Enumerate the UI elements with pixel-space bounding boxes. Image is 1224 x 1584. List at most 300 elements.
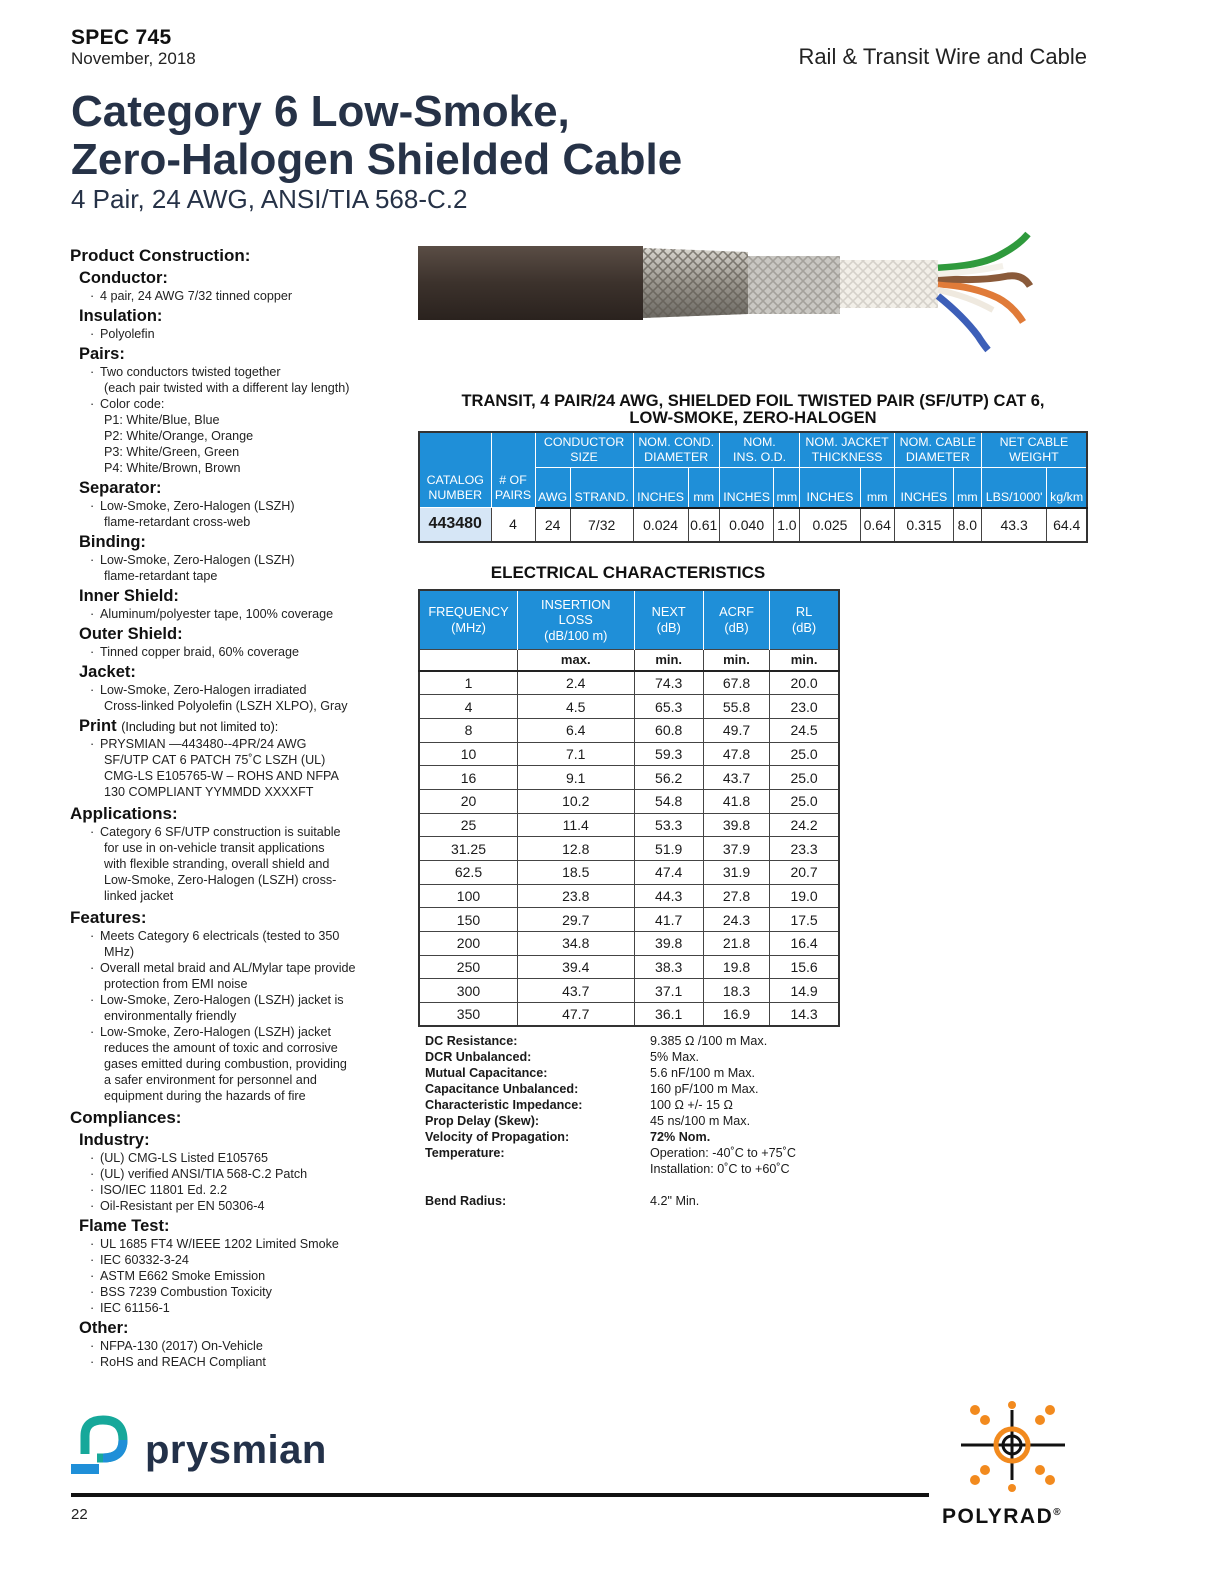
- table-cell: 64.4: [1047, 508, 1087, 542]
- table-cell: 11.4: [517, 813, 634, 837]
- list-item: · 4 pair, 24 AWG 7/32 tinned copper: [96, 288, 410, 304]
- group-line: INS. O.D.: [733, 450, 787, 464]
- table-cell: 47.4: [634, 861, 703, 885]
- app-line: with flexible stranding, overall shield and: [104, 857, 330, 871]
- table-row: [419, 508, 1087, 542]
- table-cell: 8.0: [953, 508, 981, 542]
- table-cell: 36.1: [634, 1003, 703, 1027]
- print-line-1: PRYSMIAN —443480--4PR/24 AWG: [100, 737, 307, 751]
- feature-line: protection from EMI noise: [104, 977, 248, 991]
- table-cell: 67.8: [703, 671, 769, 695]
- header-line: NEXT: [651, 604, 686, 620]
- polyrad-dot: [1008, 1401, 1016, 1409]
- header-line: FREQUENCY: [428, 604, 509, 620]
- spec-date: November, 2018: [71, 49, 196, 68]
- color-code: P3: White/Green, Green: [104, 445, 240, 459]
- industry-label: Industry:: [79, 1131, 150, 1149]
- property-row: [425, 1193, 845, 1209]
- list-item: [96, 498, 410, 530]
- features-heading: Features:: [70, 908, 147, 927]
- pairs-item-1b: (each pair twisted with a different lay length): [104, 381, 350, 395]
- electrical-properties: [425, 1033, 845, 1209]
- app-line: linked jacket: [104, 889, 174, 903]
- feature-line: a safer environment for personnel and: [104, 1073, 317, 1087]
- table-cell: 14.3: [770, 1003, 839, 1027]
- list-item: · Oil-Resistant per EN 50306-4: [96, 1198, 410, 1214]
- color-code: P4: White/Brown, Brown: [104, 461, 241, 475]
- table-cell: 23.8: [517, 884, 634, 908]
- table-cell: 23.3: [770, 837, 839, 861]
- list-item: · UL 1685 FT4 W/IEEE 1202 Limited Smoke: [96, 1236, 410, 1252]
- title-line-2: Zero-Halogen Shielded Cable: [71, 135, 683, 184]
- polyrad-dot: [970, 1405, 980, 1415]
- table-cell: 74.3: [634, 671, 703, 695]
- header-line: INSERTION: [541, 596, 611, 612]
- table-cell: 38.3: [634, 955, 703, 979]
- group-line: WEIGHT: [1009, 450, 1059, 464]
- header-line: ACRF: [719, 604, 754, 620]
- list-item: [96, 1024, 410, 1104]
- feature-line: gases emitted during combustion, providing: [104, 1057, 347, 1071]
- list-item: [96, 824, 410, 904]
- electrical-title: ELECTRICAL CHARACTERISTICS: [490, 563, 766, 582]
- binding-label: Binding:: [79, 533, 146, 551]
- table-cell: 51.9: [634, 837, 703, 861]
- pairs-header-1: # OF: [499, 473, 527, 487]
- list-item: · Aluminum/polyester tape, 100% coverage: [96, 606, 410, 622]
- property-label: Capacitance Unbalanced:: [425, 1082, 579, 1096]
- table-cell: 12.8: [517, 837, 634, 861]
- header-line: (dB): [791, 619, 817, 635]
- list-item: · ASTM E662 Smoke Emission: [96, 1268, 410, 1284]
- property-label: Prop Delay (Skew):: [425, 1114, 540, 1128]
- property-label: DC Resistance:: [425, 1034, 518, 1048]
- sub-header: INCHES: [800, 468, 860, 508]
- table-row: [419, 1003, 839, 1027]
- group-line: THICKNESS: [811, 450, 883, 464]
- property-value: Installation: 0˚C to +60˚C: [650, 1162, 790, 1176]
- table-row: [419, 979, 839, 1003]
- cable-pair-green: [938, 234, 1028, 268]
- property-row: [425, 1129, 845, 1145]
- limit-cell: min.: [634, 649, 703, 671]
- sub-header: INCHES: [633, 468, 688, 508]
- list-item: [96, 992, 410, 1024]
- header-line: (dB): [724, 619, 749, 635]
- electrical-table: [418, 589, 840, 1027]
- table-cell: 41.8: [703, 789, 769, 813]
- feature-line: environmentally friendly: [104, 1009, 237, 1023]
- property-row: [425, 1081, 845, 1097]
- page-number: 22: [71, 1506, 88, 1523]
- table-row: [419, 695, 839, 719]
- table-cell: 21.8: [703, 932, 769, 956]
- table-cell: 37.9: [703, 837, 769, 861]
- page-subtitle: 4 Pair, 24 AWG, ANSI/TIA 568-C.2: [71, 184, 468, 214]
- next-header: [634, 590, 703, 649]
- color-code: P2: White/Orange, Orange: [104, 429, 254, 443]
- property-row: [425, 1113, 845, 1129]
- table-row: [419, 813, 839, 837]
- table-cell: 4.5: [517, 695, 634, 719]
- inner-shield-label: Inner Shield:: [79, 587, 179, 605]
- table-cell: 17.5: [770, 908, 839, 932]
- sub-header: mm: [860, 468, 894, 508]
- polyrad-dot: [970, 1475, 980, 1485]
- table-cell: 250: [419, 955, 517, 979]
- color-code: P1: White/Blue, Blue: [104, 413, 220, 427]
- construction-heading: Product Construction:: [70, 246, 251, 265]
- transit-table: [418, 431, 1088, 543]
- polyrad-dot: [980, 1415, 990, 1425]
- sub-header: INCHES: [894, 468, 953, 508]
- acrf-header: [703, 590, 769, 649]
- table-cell: 25.0: [770, 742, 839, 766]
- polyrad-name: POLYRAD: [942, 1505, 1054, 1528]
- table-cell: 100: [419, 884, 517, 908]
- table-cell: 27.8: [703, 884, 769, 908]
- table-cell: 20.7: [770, 861, 839, 885]
- left-column: [70, 242, 410, 1370]
- property-row: [425, 1145, 845, 1161]
- group-line: NOM. CABLE: [899, 435, 977, 449]
- separator-line-1: Low-Smoke, Zero-Halogen (LSZH): [100, 499, 295, 513]
- feature-line: Low-Smoke, Zero-Halogen (LSZH) jacket: [100, 1025, 331, 1039]
- header-line: RL: [795, 604, 813, 620]
- table-cell: 4: [491, 508, 535, 542]
- table-cell: 0.024: [633, 508, 688, 542]
- app-line: for use in on-vehicle transit applications: [104, 841, 325, 855]
- property-label: Bend Radius:: [425, 1194, 507, 1208]
- property-label: Temperature:: [425, 1146, 505, 1160]
- table-cell: 39.4: [517, 955, 634, 979]
- table-cell: 65.3: [634, 695, 703, 719]
- table-cell: 0.315: [894, 508, 953, 542]
- table-cell: 24.3: [703, 908, 769, 932]
- table-cell: 25.0: [770, 766, 839, 790]
- title-line-1: Category 6 Low-Smoke,: [71, 87, 570, 136]
- table-cell: 10: [419, 742, 517, 766]
- table-cell: 43.3: [981, 508, 1047, 542]
- table-cell: 43.7: [703, 766, 769, 790]
- property-value: 5% Max.: [650, 1050, 699, 1064]
- property-label: [425, 1161, 650, 1177]
- table-cell: 62.5: [419, 861, 517, 885]
- transit-title-line-1: TRANSIT, 4 PAIR/24 AWG, SHIELDED FOIL TWISTED PAIR (SF/UTP) CAT 6,: [461, 392, 1045, 410]
- group-line: DIAMETER: [644, 450, 709, 464]
- table-cell: 49.7: [703, 718, 769, 742]
- table-row: [419, 861, 839, 885]
- table-row: [419, 671, 839, 695]
- table-cell: 7.1: [517, 742, 634, 766]
- property-row: [425, 1065, 845, 1081]
- feature-line: MHz): [104, 945, 135, 959]
- table-cell: 39.8: [634, 932, 703, 956]
- property-label: [425, 1177, 650, 1193]
- group-line: NOM. COND.: [638, 435, 715, 449]
- list-item: · BSS 7239 Combustion Toxicity: [96, 1284, 410, 1300]
- other-label: Other:: [79, 1319, 129, 1337]
- property-value: 100 Ω +/- 15 Ω: [650, 1098, 733, 1112]
- property-row: [425, 1097, 845, 1113]
- compliances-heading: Compliances:: [70, 1108, 182, 1127]
- table-row: [419, 955, 839, 979]
- property-value: 72% Nom.: [650, 1130, 711, 1144]
- group-line: SIZE: [570, 450, 598, 464]
- jacket-line-1: Low-Smoke, Zero-Halogen irradiated: [100, 683, 307, 697]
- conductor-label: Conductor:: [79, 269, 168, 287]
- polyrad-dot: [980, 1465, 990, 1475]
- table-cell: 31.9: [703, 861, 769, 885]
- list-item: · (UL) CMG-LS Listed E105765: [96, 1150, 410, 1166]
- print-label: [79, 717, 410, 736]
- table-cell: 14.9: [770, 979, 839, 1003]
- table-cell: 10.2: [517, 789, 634, 813]
- sub-header: mm: [688, 468, 719, 508]
- limit-cell: [419, 649, 517, 671]
- pairs-label: Pairs:: [79, 345, 125, 363]
- table-row: [419, 742, 839, 766]
- cable-jacket: [418, 246, 643, 320]
- print-line-4: 130 COMPLIANT YYMMDD XXXXFT: [104, 785, 314, 799]
- table-cell: 0.61: [688, 508, 719, 542]
- table-cell: 47.7: [517, 1003, 634, 1027]
- limit-cell: min.: [703, 649, 769, 671]
- transit-title-line-2: LOW-SMOKE, ZERO-HALOGEN: [629, 409, 877, 427]
- table-cell: 4: [419, 695, 517, 719]
- rl-header: [770, 590, 839, 649]
- table-cell: 16.4: [770, 932, 839, 956]
- table-cell: 59.3: [634, 742, 703, 766]
- table-cell: 20: [419, 789, 517, 813]
- cable-image: [418, 226, 1038, 356]
- table-cell: 18.3: [703, 979, 769, 1003]
- property-label: Velocity of Propagation:: [425, 1130, 570, 1144]
- group-line: NOM. JACKET: [805, 435, 889, 449]
- page-title: [71, 88, 831, 184]
- table-cell: 300: [419, 979, 517, 1003]
- header-category: Rail & Transit Wire and Cable: [798, 44, 1087, 69]
- jacket-line-2: Cross-linked Polyolefin (LSZH XLPO), Gray: [104, 699, 348, 713]
- property-value: 45 ns/100 m Max.: [650, 1114, 751, 1128]
- table-cell: 2.4: [517, 671, 634, 695]
- group-line: DIAMETER: [905, 450, 970, 464]
- limits-row: [419, 649, 839, 671]
- table-cell: 43.7: [517, 979, 634, 1003]
- polyrad-dot: [1035, 1465, 1045, 1475]
- group-nom-cable-diameter: [894, 432, 981, 468]
- list-item: · ISO/IEC 11801 Ed. 2.2: [96, 1182, 410, 1198]
- sub-header: mm: [774, 468, 800, 508]
- property-value: Operation: -40˚C to +75˚C: [650, 1146, 796, 1160]
- table-cell: 29.7: [517, 908, 634, 932]
- separator-label: Separator:: [79, 479, 162, 497]
- table-cell: 31.25: [419, 837, 517, 861]
- group-nom-ins-od: [719, 432, 799, 468]
- table-cell: 7/32: [570, 508, 633, 542]
- catalog-header-2: NUMBER: [428, 488, 483, 502]
- pairs-header-2: PAIRS: [494, 488, 532, 502]
- table-cell: 44.3: [634, 884, 703, 908]
- property-value: 5.6 nF/100 m Max.: [650, 1066, 755, 1080]
- polyrad-reg: ®: [1053, 1507, 1063, 1518]
- property-value: 9.385 Ω /100 m Max.: [650, 1034, 768, 1048]
- group-nom-jacket: [800, 432, 895, 468]
- header-line: (MHz): [451, 619, 486, 635]
- header-line: LOSS: [558, 612, 593, 627]
- list-item: · Polyolefin: [96, 326, 410, 342]
- group-conductor-size: [535, 432, 633, 468]
- catalog-header: [419, 432, 491, 508]
- table-cell: 19.0: [770, 884, 839, 908]
- list-item: · RoHS and REACH Compliant: [96, 1354, 410, 1370]
- list-item: [96, 552, 410, 584]
- polyrad-dot: [1035, 1415, 1045, 1425]
- table-cell: 25.0: [770, 789, 839, 813]
- freq-header: [419, 590, 517, 649]
- table-row: [419, 766, 839, 790]
- list-item: · (UL) verified ANSI/TIA 568-C.2 Patch: [96, 1166, 410, 1182]
- list-item: [96, 928, 410, 960]
- group-line: NOM.: [743, 435, 776, 449]
- polyrad-wordmark: [942, 1505, 1062, 1529]
- applications-heading: Applications:: [70, 804, 178, 823]
- outer-shield-label: Outer Shield:: [79, 625, 183, 643]
- sub-header: LBS/1000': [981, 468, 1047, 508]
- table-cell: 39.8: [703, 813, 769, 837]
- print-line-2: SF/UTP CAT 6 PATCH 75˚C LSZH (UL): [104, 753, 326, 767]
- group-line: CONDUCTOR: [543, 435, 625, 449]
- list-item: [96, 736, 410, 800]
- property-row: [425, 1033, 845, 1049]
- prysmian-wordmark: prysmian: [145, 1428, 327, 1472]
- table-cell: 56.2: [634, 766, 703, 790]
- table-cell: 8: [419, 718, 517, 742]
- insulation-label: Insulation:: [79, 307, 163, 325]
- catalog-header-1: CATALOG: [426, 473, 484, 487]
- table-cell: 15.6: [770, 955, 839, 979]
- table-cell: 34.8: [517, 932, 634, 956]
- table-cell: 200: [419, 932, 517, 956]
- limit-cell: max.: [517, 649, 634, 671]
- group-nom-cond-diameter: [633, 432, 719, 468]
- jacket-label: Jacket:: [79, 663, 136, 681]
- flame-label: Flame Test:: [79, 1217, 170, 1235]
- print-label-text: Print: [79, 717, 117, 735]
- table-cell: 18.5: [517, 861, 634, 885]
- list-item: · Tinned copper braid, 60% coverage: [96, 644, 410, 660]
- feature-line: Low-Smoke, Zero-Halogen (LSZH) jacket is: [100, 993, 344, 1007]
- table-row: [419, 908, 839, 932]
- app-line: Category 6 SF/UTP construction is suitable: [100, 825, 341, 839]
- table-cell: 25: [419, 813, 517, 837]
- list-item: [96, 364, 410, 396]
- sub-header: AWG: [535, 468, 570, 508]
- transit-table-title: [418, 393, 1088, 427]
- header-line: (dB): [656, 619, 681, 635]
- table-cell: 9.1: [517, 766, 634, 790]
- table-cell: 24.5: [770, 718, 839, 742]
- feature-line: reduces the amount of toxic and corrosive: [104, 1041, 338, 1055]
- table-cell: 350: [419, 1003, 517, 1027]
- limit-cell: min.: [770, 649, 839, 671]
- app-line: Low-Smoke, Zero-Halogen (LSZH) cross-: [104, 873, 337, 887]
- table-cell: 19.8: [703, 955, 769, 979]
- pairs-item-1: Two conductors twisted together: [100, 365, 281, 379]
- insertion-loss-header: [517, 590, 634, 649]
- table-cell: 1.0: [774, 508, 800, 542]
- table-cell: 1: [419, 671, 517, 695]
- table-cell: 47.8: [703, 742, 769, 766]
- print-line-3: CMG-LS E105765-W – ROHS AND NFPA: [104, 769, 339, 783]
- feature-line: equipment during the hazards of fire: [104, 1089, 306, 1103]
- polyrad-dot: [1045, 1405, 1055, 1415]
- footer-rule: [71, 1493, 929, 1497]
- feature-line: Overall metal braid and AL/Mylar tape provide: [100, 961, 356, 975]
- prysmian-logo-base: [71, 1464, 99, 1474]
- property-row: [425, 1161, 845, 1177]
- print-note: (Including but not limited to):: [121, 720, 279, 734]
- header-line: (dB/100 m): [544, 627, 608, 643]
- table-cell: 0.64: [860, 508, 894, 542]
- polyrad-dot: [1008, 1484, 1016, 1492]
- table-cell: 41.7: [634, 908, 703, 932]
- table-row: [419, 718, 839, 742]
- table-cell: 20.0: [770, 671, 839, 695]
- property-label: DCR Unbalanced:: [425, 1050, 532, 1064]
- separator-line-2: flame-retardant cross-web: [104, 515, 251, 529]
- group-line: NET CABLE: [999, 435, 1069, 449]
- binding-line-1: Low-Smoke, Zero-Halogen (LSZH): [100, 553, 295, 567]
- sub-header: kg/km: [1047, 468, 1087, 508]
- list-item: · IEC 60332-3-24: [96, 1252, 410, 1268]
- table-cell: 16: [419, 766, 517, 790]
- property-value: [650, 1177, 845, 1193]
- feature-line: Meets Category 6 electricals (tested to 350: [100, 929, 340, 943]
- polyrad-logo: [955, 1400, 1075, 1500]
- polyrad-dot: [1045, 1475, 1055, 1485]
- property-value: 4.2" Min.: [650, 1194, 700, 1208]
- catalog-number: 443480: [419, 508, 491, 542]
- table-cell: 0.025: [800, 508, 860, 542]
- table-row: [419, 837, 839, 861]
- list-item: · IEC 61156-1: [96, 1300, 410, 1316]
- table-cell: 24.2: [770, 813, 839, 837]
- property-row: [425, 1177, 845, 1193]
- table-cell: 16.9: [703, 1003, 769, 1027]
- table-cell: 150: [419, 908, 517, 932]
- pairs-header: [491, 432, 535, 508]
- property-row: [425, 1049, 845, 1065]
- property-label: Characteristic Impedance:: [425, 1098, 583, 1112]
- property-value: 160 pF/100 m Max.: [650, 1082, 759, 1096]
- sub-header: mm: [953, 468, 981, 508]
- group-net-weight: [981, 432, 1087, 468]
- list-item: [96, 960, 410, 992]
- table-cell: 60.8: [634, 718, 703, 742]
- table-cell: 53.3: [634, 813, 703, 837]
- binding-line-2: flame-retardant tape: [104, 569, 218, 583]
- table-row: [419, 789, 839, 813]
- sub-header: INCHES: [719, 468, 774, 508]
- table-cell: 55.8: [703, 695, 769, 719]
- list-item: · Color code:: [96, 396, 410, 412]
- table-cell: 37.1: [634, 979, 703, 1003]
- table-row: [419, 932, 839, 956]
- table-cell: 6.4: [517, 718, 634, 742]
- table-row: [419, 884, 839, 908]
- table-cell: 0.040: [719, 508, 774, 542]
